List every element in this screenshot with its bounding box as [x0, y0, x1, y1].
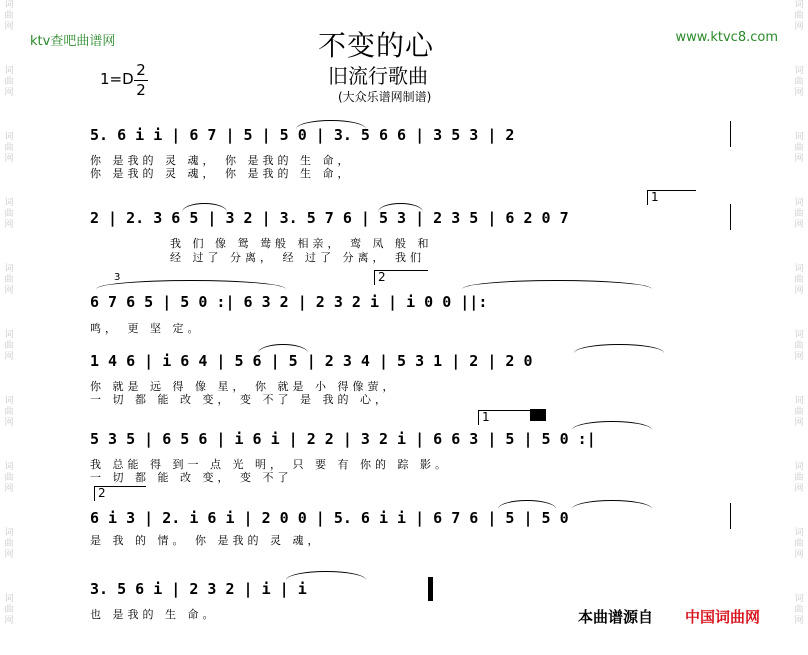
row-6-end-bar — [730, 503, 731, 529]
left-watermark-char: 词 — [4, 528, 14, 538]
row-3-notes: 6 7 6 5 | 5 0 :| 6 3 2 | 2 3 2 i | i 0 0 ||: — [90, 293, 488, 311]
right-watermark-char: 网 — [794, 484, 804, 494]
row-5-slur — [572, 421, 652, 430]
left-watermark-char: 曲 — [4, 341, 14, 351]
row-4-slur-a — [258, 344, 308, 353]
left-watermark-char: 曲 — [4, 539, 14, 549]
left-watermark-char: 词 — [4, 396, 14, 406]
row-2-end-bar — [730, 204, 731, 230]
right-watermark-char: 网 — [794, 220, 804, 230]
right-watermark-char: 曲 — [794, 77, 804, 87]
left-watermark-char: 网 — [4, 418, 14, 428]
row-1-lyrics-1: 你 是我的 灵 魂， 你 是我的 生 命， — [90, 154, 353, 167]
left-watermark-char: 词 — [4, 0, 14, 10]
key-signature: 1=D — [100, 70, 134, 88]
score-maker: (大众乐谱网制谱) — [338, 90, 432, 104]
left-watermark-char: 词 — [4, 264, 14, 274]
row-2-volta-1: 1 — [647, 190, 696, 205]
right-watermark-char: 曲 — [794, 11, 804, 21]
source-site-left[interactable]: ktv查吧曲谱网 — [30, 34, 116, 49]
left-watermark-char: 曲 — [4, 143, 14, 153]
left-watermark-char: 网 — [4, 550, 14, 560]
row-6-volta-2: 2 — [94, 486, 146, 501]
row-6-slur-b — [572, 500, 652, 509]
right-watermark-char: 词 — [794, 132, 804, 142]
row-1-end-bar — [730, 121, 731, 147]
right-watermark-char: 词 — [794, 0, 804, 10]
left-watermark-char: 词 — [4, 594, 14, 604]
row-7-lyrics-1: 也 是我的 生 命。 — [90, 608, 218, 621]
left-watermark-char: 网 — [4, 22, 14, 32]
right-watermark-char: 网 — [794, 352, 804, 362]
right-watermark-char: 词 — [794, 264, 804, 274]
left-watermark-char: 网 — [4, 616, 14, 626]
row-2-slur-a — [182, 203, 227, 212]
row-2-lyrics-1: 我 们 像 鸳 鸯般 相亲， 鸾 凤 般 和 — [170, 237, 433, 250]
row-3-slur-b — [462, 280, 652, 289]
right-watermark-column — [792, 0, 806, 655]
row-3-lyrics-1: 鸣， 更 坚 定。 — [90, 322, 203, 335]
left-watermark-char: 词 — [4, 132, 14, 142]
right-watermark-char: 词 — [794, 396, 804, 406]
right-watermark-char: 网 — [794, 286, 804, 296]
left-watermark-char: 曲 — [4, 605, 14, 615]
row-2-slur-b — [378, 203, 423, 212]
song-subtitle: 旧流行歌曲 — [328, 64, 428, 88]
left-watermark-char: 网 — [4, 484, 14, 494]
footer-source-site[interactable]: 中国词曲网 — [685, 608, 761, 626]
left-watermark-char: 曲 — [4, 275, 14, 285]
right-watermark-char: 曲 — [794, 209, 804, 219]
right-watermark-char: 曲 — [794, 407, 804, 417]
row-6-notes: 6 i 3 | 2. i 6 i | 2 0 0 | 5. 6 i i | 6 7 6 | 5 | 5 0 — [90, 509, 569, 527]
row-1-lyrics-2: 你 是我的 灵 魂， 你 是我的 生 命， — [90, 167, 353, 180]
right-watermark-char: 网 — [794, 88, 804, 98]
left-watermark-char: 曲 — [4, 473, 14, 483]
row-5-repeat-block — [530, 409, 546, 421]
row-6-slur-a — [498, 500, 556, 509]
right-watermark-char: 曲 — [794, 605, 804, 615]
time-signature — [134, 62, 148, 99]
footer-source-label: 本曲谱源自 — [578, 608, 654, 626]
right-watermark-char: 词 — [794, 594, 804, 604]
row-4-lyrics-2: 一 切 都 能 改 变， 变 不了 是 我的 心， — [90, 393, 390, 406]
left-watermark-char: 曲 — [4, 209, 14, 219]
right-watermark-char: 网 — [794, 550, 804, 560]
right-watermark-char: 词 — [794, 330, 804, 340]
row-3-triplet-mark: 3 — [114, 272, 121, 283]
row-2-lyrics-2: 经 过了 分离， 经 过了 分离， 我们 — [170, 251, 425, 264]
right-watermark-char: 曲 — [794, 341, 804, 351]
left-watermark-char: 网 — [4, 220, 14, 230]
right-watermark-char: 曲 — [794, 143, 804, 153]
source-site-right[interactable]: www.ktvc8.com — [675, 30, 778, 45]
row-5-lyrics-1: 我 总能 得 到一 点 光 明， 只 要 有 你的 踪 影。 — [90, 458, 450, 471]
row-3-slur-a — [96, 280, 286, 289]
left-watermark-char: 曲 — [4, 77, 14, 87]
right-watermark-char: 曲 — [794, 473, 804, 483]
right-watermark-char: 曲 — [794, 539, 804, 549]
row-2-notes: 2 | 2. 3 6 5 | 3 2 | 3. 5 7 6 | 5 3 | 2 3 5 | 6 2 0 7 — [90, 209, 569, 227]
left-watermark-char: 词 — [4, 330, 14, 340]
meter-top: 2 — [136, 61, 146, 79]
left-watermark-char: 曲 — [4, 11, 14, 21]
row-5-volta-1: 1 — [478, 410, 532, 425]
song-title: 不变的心 — [318, 29, 435, 62]
left-watermark-char: 曲 — [4, 407, 14, 417]
row-4-lyrics-1: 你 就是 远 得 像 星， 你 就是 小 得像萤， — [90, 380, 398, 393]
left-watermark-char: 词 — [4, 462, 14, 472]
left-watermark-char: 网 — [4, 88, 14, 98]
right-watermark-char: 网 — [794, 154, 804, 164]
final-bar — [428, 577, 433, 601]
left-watermark-char: 网 — [4, 286, 14, 296]
left-watermark-char: 词 — [4, 66, 14, 76]
row-1-notes: 5. 6 i i | 6 7 | 5 | 5 0 | 3. 5 6 6 | 3 5 3 | 2 — [90, 126, 515, 144]
meter-bottom: 2 — [136, 81, 146, 99]
right-watermark-char: 词 — [794, 198, 804, 208]
row-7-slur — [286, 571, 366, 580]
left-watermark-column — [2, 0, 16, 655]
row-6-lyrics-1: 是 我 的 情。 你 是我的 灵 魂， — [90, 534, 323, 547]
left-watermark-char: 网 — [4, 154, 14, 164]
row-4-notes: 1 4 6 | i 6 4 | 5 6 | 5 | 2 3 4 | 5 3 1 | 2 | 2 0 — [90, 352, 533, 370]
row-7-notes: 3. 5 6 i | 2 3 2 | i | i — [90, 580, 307, 598]
right-watermark-char: 网 — [794, 418, 804, 428]
row-1-slur — [296, 120, 366, 129]
left-watermark-char: 网 — [4, 352, 14, 362]
right-watermark-char: 词 — [794, 528, 804, 538]
row-4-slur-b — [574, 344, 664, 353]
left-watermark-char: 词 — [4, 198, 14, 208]
right-watermark-char: 网 — [794, 616, 804, 626]
right-watermark-char: 曲 — [794, 275, 804, 285]
right-watermark-char: 词 — [794, 66, 804, 76]
right-watermark-char: 词 — [794, 462, 804, 472]
right-watermark-char: 网 — [794, 22, 804, 32]
row-5-notes: 5 3 5 | 6 5 6 | i 6 i | 2 2 | 3 2 i | 6 6 3 | 5 | 5 0 :| — [90, 430, 596, 448]
row-5-lyrics-2: 一 切 都 能 改 变， 变 不了 — [90, 471, 293, 484]
row-3-volta-2: 2 — [374, 270, 428, 285]
